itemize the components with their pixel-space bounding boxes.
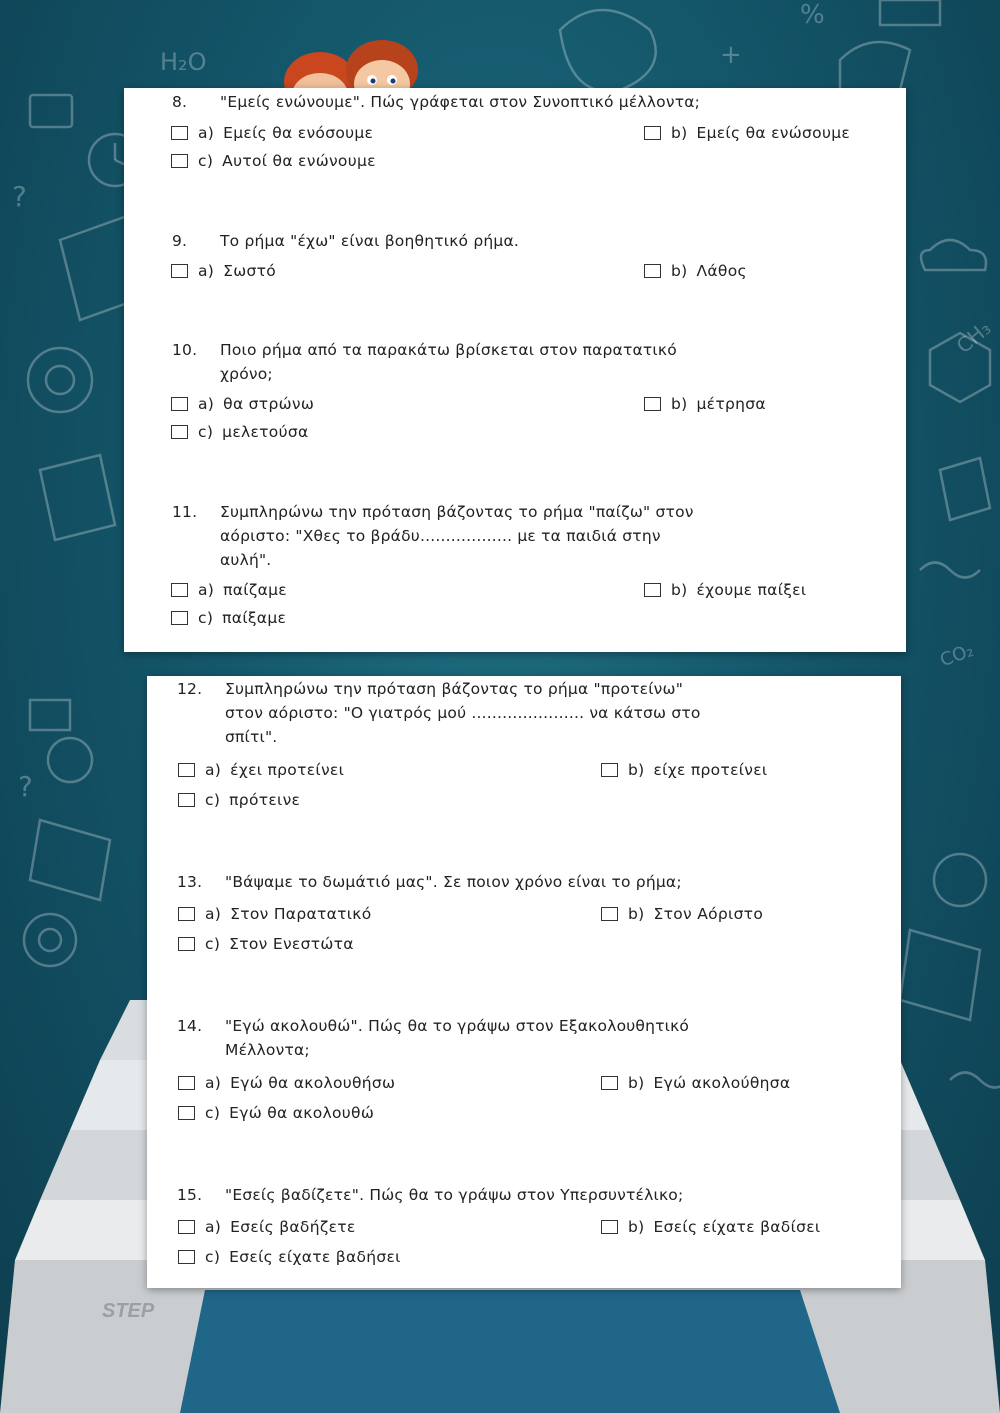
option-text: Εγώ ακολούθησα [653,1074,791,1092]
h2o-doodle: H₂O [160,48,207,76]
q14-option-b[interactable] [601,1074,790,1092]
question-line: Ποιο ρήμα από τα παρακάτω βρίσκεται στον παρατατικό [220,341,677,359]
worksheet-page-2 [147,676,901,1288]
q14-option-a[interactable] [178,1074,395,1092]
co2-doodle: CO₂ [937,639,977,672]
question-14 [177,1014,785,1062]
checkbox[interactable] [171,425,188,439]
q9-option-b[interactable] [644,262,747,280]
option-text: παίξαμε [222,609,287,627]
q15-option-b[interactable] [601,1218,820,1236]
checkbox[interactable] [178,1220,195,1234]
option-letter: a) [205,761,222,779]
option-text: Εσείς είχατε βαδίσει [653,1218,821,1236]
q8-option-a[interactable] [171,124,373,142]
q13-option-c[interactable] [178,935,354,953]
checkbox[interactable] [601,907,618,921]
option-letter: b) [671,262,688,280]
step-label: STEP [102,1300,155,1322]
checkbox[interactable] [644,583,661,597]
option-letter: a) [205,905,222,923]
q11-option-a[interactable] [171,581,287,599]
question-number: 14. [177,1017,203,1035]
checkbox[interactable] [178,1106,195,1120]
question-doodle: ? [12,180,27,213]
q15-option-c[interactable] [178,1248,401,1266]
option-text: Εσείς βαδήζετε [230,1218,356,1236]
question-text: Το ρήμα "έχω" είναι βοηθητικό ρήμα. [220,232,520,250]
option-text: Σωστό [223,262,277,280]
option-letter: b) [671,581,688,599]
checkbox[interactable] [171,154,188,168]
plus-doodle: + [720,40,742,70]
option-text: είχε προτείνει [653,761,768,779]
option-text: έχουμε παίξει [696,581,807,599]
question-line: σπίτι". [225,728,278,746]
q8-option-c[interactable] [171,152,376,170]
checkbox[interactable] [601,763,618,777]
checkbox[interactable] [178,763,195,777]
option-text: μέτρησα [696,395,766,413]
percent-doodle: % [800,0,825,30]
option-text: έχει προτείνει [230,761,345,779]
option-letter: c) [205,791,221,809]
option-letter: a) [198,581,215,599]
q12-option-b[interactable] [601,761,767,779]
question-number: 10. [172,341,198,359]
checkbox[interactable] [178,1250,195,1264]
question-number: 13. [177,873,203,891]
option-text: Εγώ θα ακολουθήσω [230,1074,396,1092]
q10-option-b[interactable] [644,395,766,413]
option-letter: c) [205,1104,221,1122]
question-line: στον αόριστο: "Ο γιατρός μού ...................... να κάτσω στο [225,704,701,722]
question-line: Συμπληρώνω την πρόταση βάζοντας το ρήμα "προτείνω" [225,680,684,698]
checkbox[interactable] [171,126,188,140]
question-11 [172,500,780,572]
question-text: "Βάψαμε το δωμάτιό μας". Σε ποιον χρόνο είναι το ρήμα; [225,873,682,891]
question-number: 12. [177,680,203,698]
question-10 [172,338,780,386]
question-8 [172,90,780,114]
option-letter: b) [628,1074,645,1092]
option-letter: a) [198,262,215,280]
q13-option-a[interactable] [178,905,372,923]
q12-option-a[interactable] [178,761,344,779]
worksheet-page-1 [124,88,906,652]
question-line: χρόνο; [220,365,273,383]
checkbox[interactable] [644,397,661,411]
option-text: Στον Ενεστώτα [229,935,354,953]
q15-option-a[interactable] [178,1218,356,1236]
option-letter: c) [205,935,221,953]
option-text: Στον Παρατατικό [230,905,372,923]
checkbox[interactable] [644,264,661,278]
question-number: 15. [177,1186,203,1204]
checkbox[interactable] [178,937,195,951]
option-text: Στον Αόριστο [653,905,764,923]
q9-option-a[interactable] [171,262,276,280]
q11-option-c[interactable] [171,609,286,627]
option-letter: b) [671,124,688,142]
option-text: πρότεινε [229,791,301,809]
option-letter: c) [198,423,214,441]
question-line: "Εγώ ακολουθώ". Πώς θα το γράψω στον Εξακολουθητικό [225,1017,690,1035]
ch3-doodle: CH₃ [951,315,996,359]
option-text: παίζαμε [223,581,287,599]
checkbox[interactable] [171,264,188,278]
question-text [220,500,780,572]
question-doodle-2: ? [18,770,33,803]
option-letter: b) [671,395,688,413]
checkbox[interactable] [178,907,195,921]
question-number: 8. [172,93,188,111]
option-letter: a) [205,1218,222,1236]
option-text: θα στρώνω [223,395,315,413]
checkbox[interactable] [178,793,195,807]
option-letter: c) [205,1248,221,1266]
question-number: 9. [172,232,188,250]
option-letter: b) [628,905,645,923]
option-text: Εμείς θα ενόσουμε [223,124,374,142]
question-text [220,338,780,386]
checkbox[interactable] [601,1220,618,1234]
question-text: "Εμείς ενώνουμε". Πώς γράφεται στον Συνοπτικό μέλλοντα; [220,93,701,111]
checkbox[interactable] [601,1076,618,1090]
option-text: Αυτοί θα ενώνουμε [222,152,376,170]
q13-option-b[interactable] [601,905,763,923]
q11-option-b[interactable] [644,581,806,599]
question-number: 11. [172,503,198,521]
option-text: Λάθος [696,262,747,280]
checkbox[interactable] [644,126,661,140]
q10-option-a[interactable] [171,395,314,413]
option-letter: b) [628,1218,645,1236]
q8-option-b[interactable] [644,124,850,142]
option-text: Εγώ θα ακολουθώ [229,1104,375,1122]
checkbox[interactable] [178,1076,195,1090]
option-letter: a) [198,124,215,142]
question-text [225,1014,785,1062]
question-line: αόριστο: "Χθες το βράδυ.................. με τα παιδιά στην [220,527,661,545]
option-letter: b) [628,761,645,779]
option-letter: c) [198,152,214,170]
option-letter: a) [205,1074,222,1092]
question-text: "Εσείς βαδίζετε". Πώς θα το γράψω στον Υπερσυντέλικο; [225,1186,684,1204]
question-line: Μέλλοντα; [225,1041,310,1059]
question-text [225,677,785,749]
question-9 [172,229,780,253]
checkbox[interactable] [171,583,188,597]
checkbox[interactable] [171,611,188,625]
checkbox[interactable] [171,397,188,411]
q10-option-c[interactable] [171,423,309,441]
option-text: Εσείς είχατε βαδήσει [229,1248,401,1266]
question-line: Συμπληρώνω την πρόταση βάζοντας το ρήμα "παίζω" στον [220,503,694,521]
question-13 [177,870,785,894]
option-text: Εμείς θα ενώσουμε [696,124,851,142]
option-text: μελετούσα [222,423,309,441]
q14-option-c[interactable] [178,1104,374,1122]
option-letter: c) [198,609,214,627]
question-15 [177,1183,785,1207]
option-letter: a) [198,395,215,413]
q12-option-c[interactable] [178,791,300,809]
question-12 [177,677,785,749]
question-line: αυλή". [220,551,272,569]
